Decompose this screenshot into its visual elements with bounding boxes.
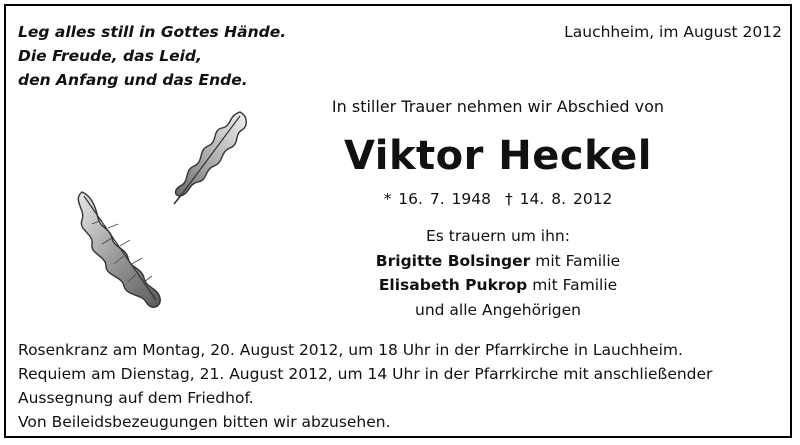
poem-line: Die Freude, das Leid, [18, 47, 202, 65]
mourners-closing: und alle Angehörigen [415, 300, 581, 319]
life-dates [300, 186, 696, 212]
intro-text: In stiller Trauer nehmen wir Abschied von [331, 97, 665, 116]
mourner-suffix: mit Familie [527, 276, 618, 294]
mourner-entry [300, 249, 696, 274]
oak-leaf-small [174, 112, 246, 204]
birth-date: * 16. 7. 1948 [383, 190, 491, 208]
place-date: Lauchheim, im August 2012 [564, 23, 782, 41]
oak-leaf-large [78, 192, 160, 307]
notice-line: Von Beileidsbezeugungen bitten wir abzusehen. [18, 413, 391, 431]
oak-leaves-icon [62, 100, 262, 320]
notices [18, 338, 712, 434]
notice-line: Rosenkranz am Montag, 20. August 2012, um 18 Uhr in der Pfarrkirche in Lauchheim. [18, 341, 683, 359]
deceased-name: Viktor Heckel [343, 133, 652, 179]
mourners-heading: Es trauern um ihn: [426, 227, 570, 245]
notice-line: Requiem am Dienstag, 21. August 2012, um 14 Uhr in der Pfarrkirche mit anschließender [18, 365, 713, 383]
mourner-name: Brigitte Bolsinger [375, 251, 531, 270]
poem-line: Leg alles still in Gottes Hände. [18, 23, 287, 41]
death-date: † 14. 8. 2012 [505, 190, 613, 208]
mourners [300, 224, 696, 322]
poem [18, 20, 286, 92]
mourner-name: Elisabeth Pukrop [378, 276, 528, 294]
poem-line: den Anfang und das Ende. [18, 71, 248, 89]
notice-line: Aussegnung auf dem Friedhof. [18, 389, 254, 407]
mourner-suffix: mit Familie [530, 251, 621, 270]
mourner-entry [300, 273, 696, 298]
